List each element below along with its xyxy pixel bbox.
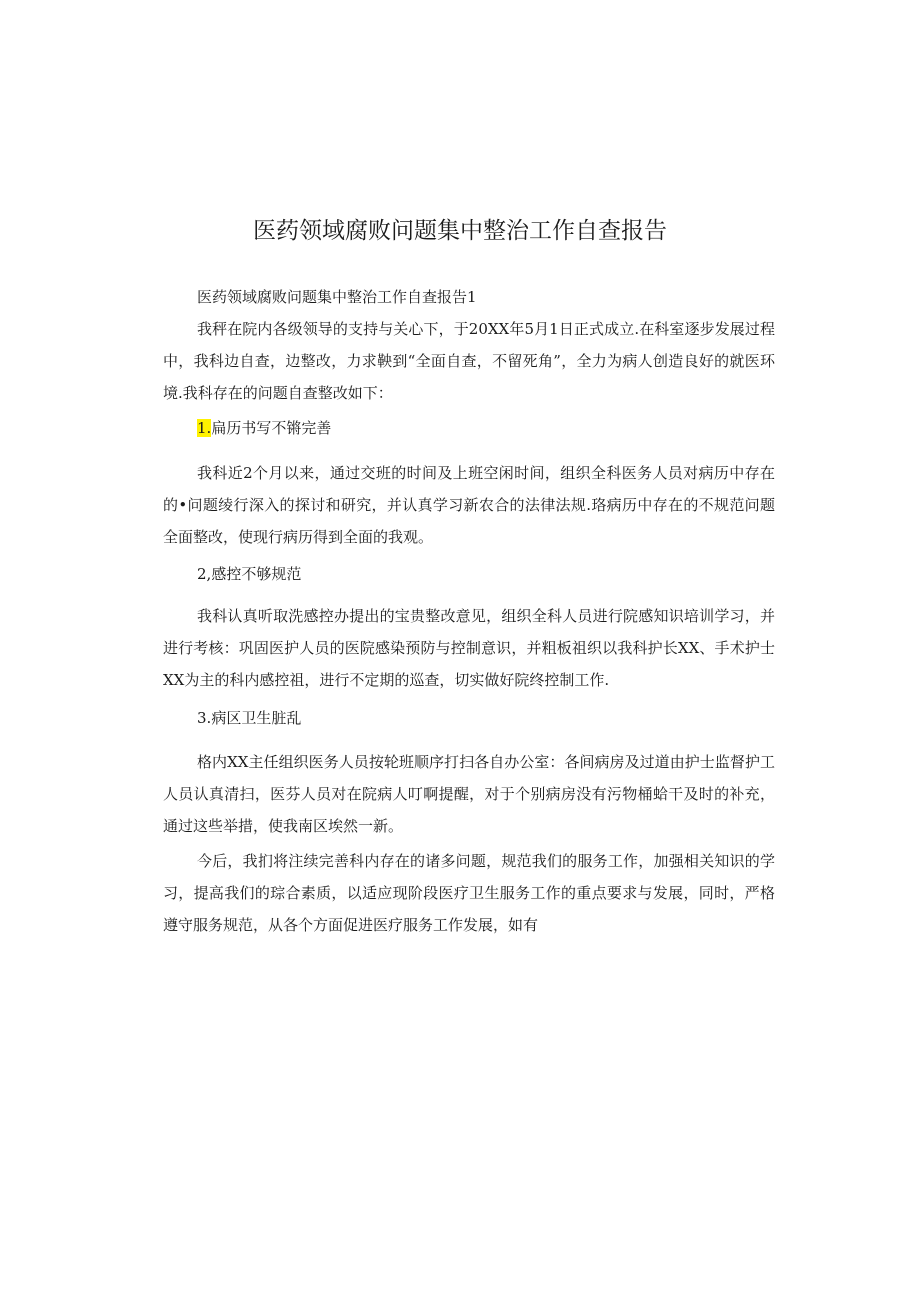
section-3-heading [197, 702, 301, 734]
section-2-body: 我科认真听取洗感控办提出的宝贵整改意见，组织全科人员进行院感知识培训学习，并进行考核：巩固医护人员的医院感染预防与控制意识，并粗板祖织以我科护长XX、手术护士XX为主的科内感控祖，进行不定期的巡查，切实做好院终控制工作. [163, 607, 775, 689]
section-2-title: 感控不够规范 [211, 565, 302, 583]
section-3-number: 3. [197, 709, 212, 727]
section-2-number: 2, [197, 565, 212, 583]
section-3-title: 病区卫生脏乱 [211, 709, 302, 727]
section-1-title: 扁历书写不锵完善 [211, 419, 332, 437]
section-2-heading [197, 558, 301, 590]
section-1-number: 1. [197, 419, 212, 437]
intro-paragraph: 我秤在院内各级领导的支持与关心下，于20XX年5月1日正式成立.在科室逐步发展过程中，我科边自查，边整改，力求鞅到“全面自查，不留死角”，全力为病人创造良好的就医环境.我科存在的问题自查整改如下： [163, 320, 775, 402]
document-subtitle: 医药领域腐败问题集中整治工作自查报告1 [197, 288, 477, 306]
document-title: 医药领域腐败问题集中整治工作自查报告 [253, 218, 667, 244]
closing-paragraph: 今后，我扪将注续完善科内存在的诸多问题，规范我们的服务工作，加强相关知识的学习，提高我们的琮合素质，以适应现阶段医疗卫生服务工作的重点要求与发展，同时，严格遵守服务规范，从各个方面促进医疗服务工作发展，如有 [163, 852, 775, 934]
section-3-body: 格内XX主任组织医务人员按轮班顺序打扫各自办公室：各间病房及过道由护士监督护工人员认真清扫，医芬人员对在院病人叮啊提醒，对于个别病房没有污物桶蛤干及时的补充，通过这些举措，使我南区埃然一新。 [163, 753, 775, 835]
section-1-heading [197, 412, 331, 444]
section-1-body: 我科近2个月以来，通过交班的时间及上班空闲时间，组织全科医务人员对病历中存在的•问题绫行深入的探讨和研究，并认真学习新农合的法律法规.珞病历中存在的不规范问题全面整改，使现行病历得到全面的我观。 [163, 464, 775, 546]
